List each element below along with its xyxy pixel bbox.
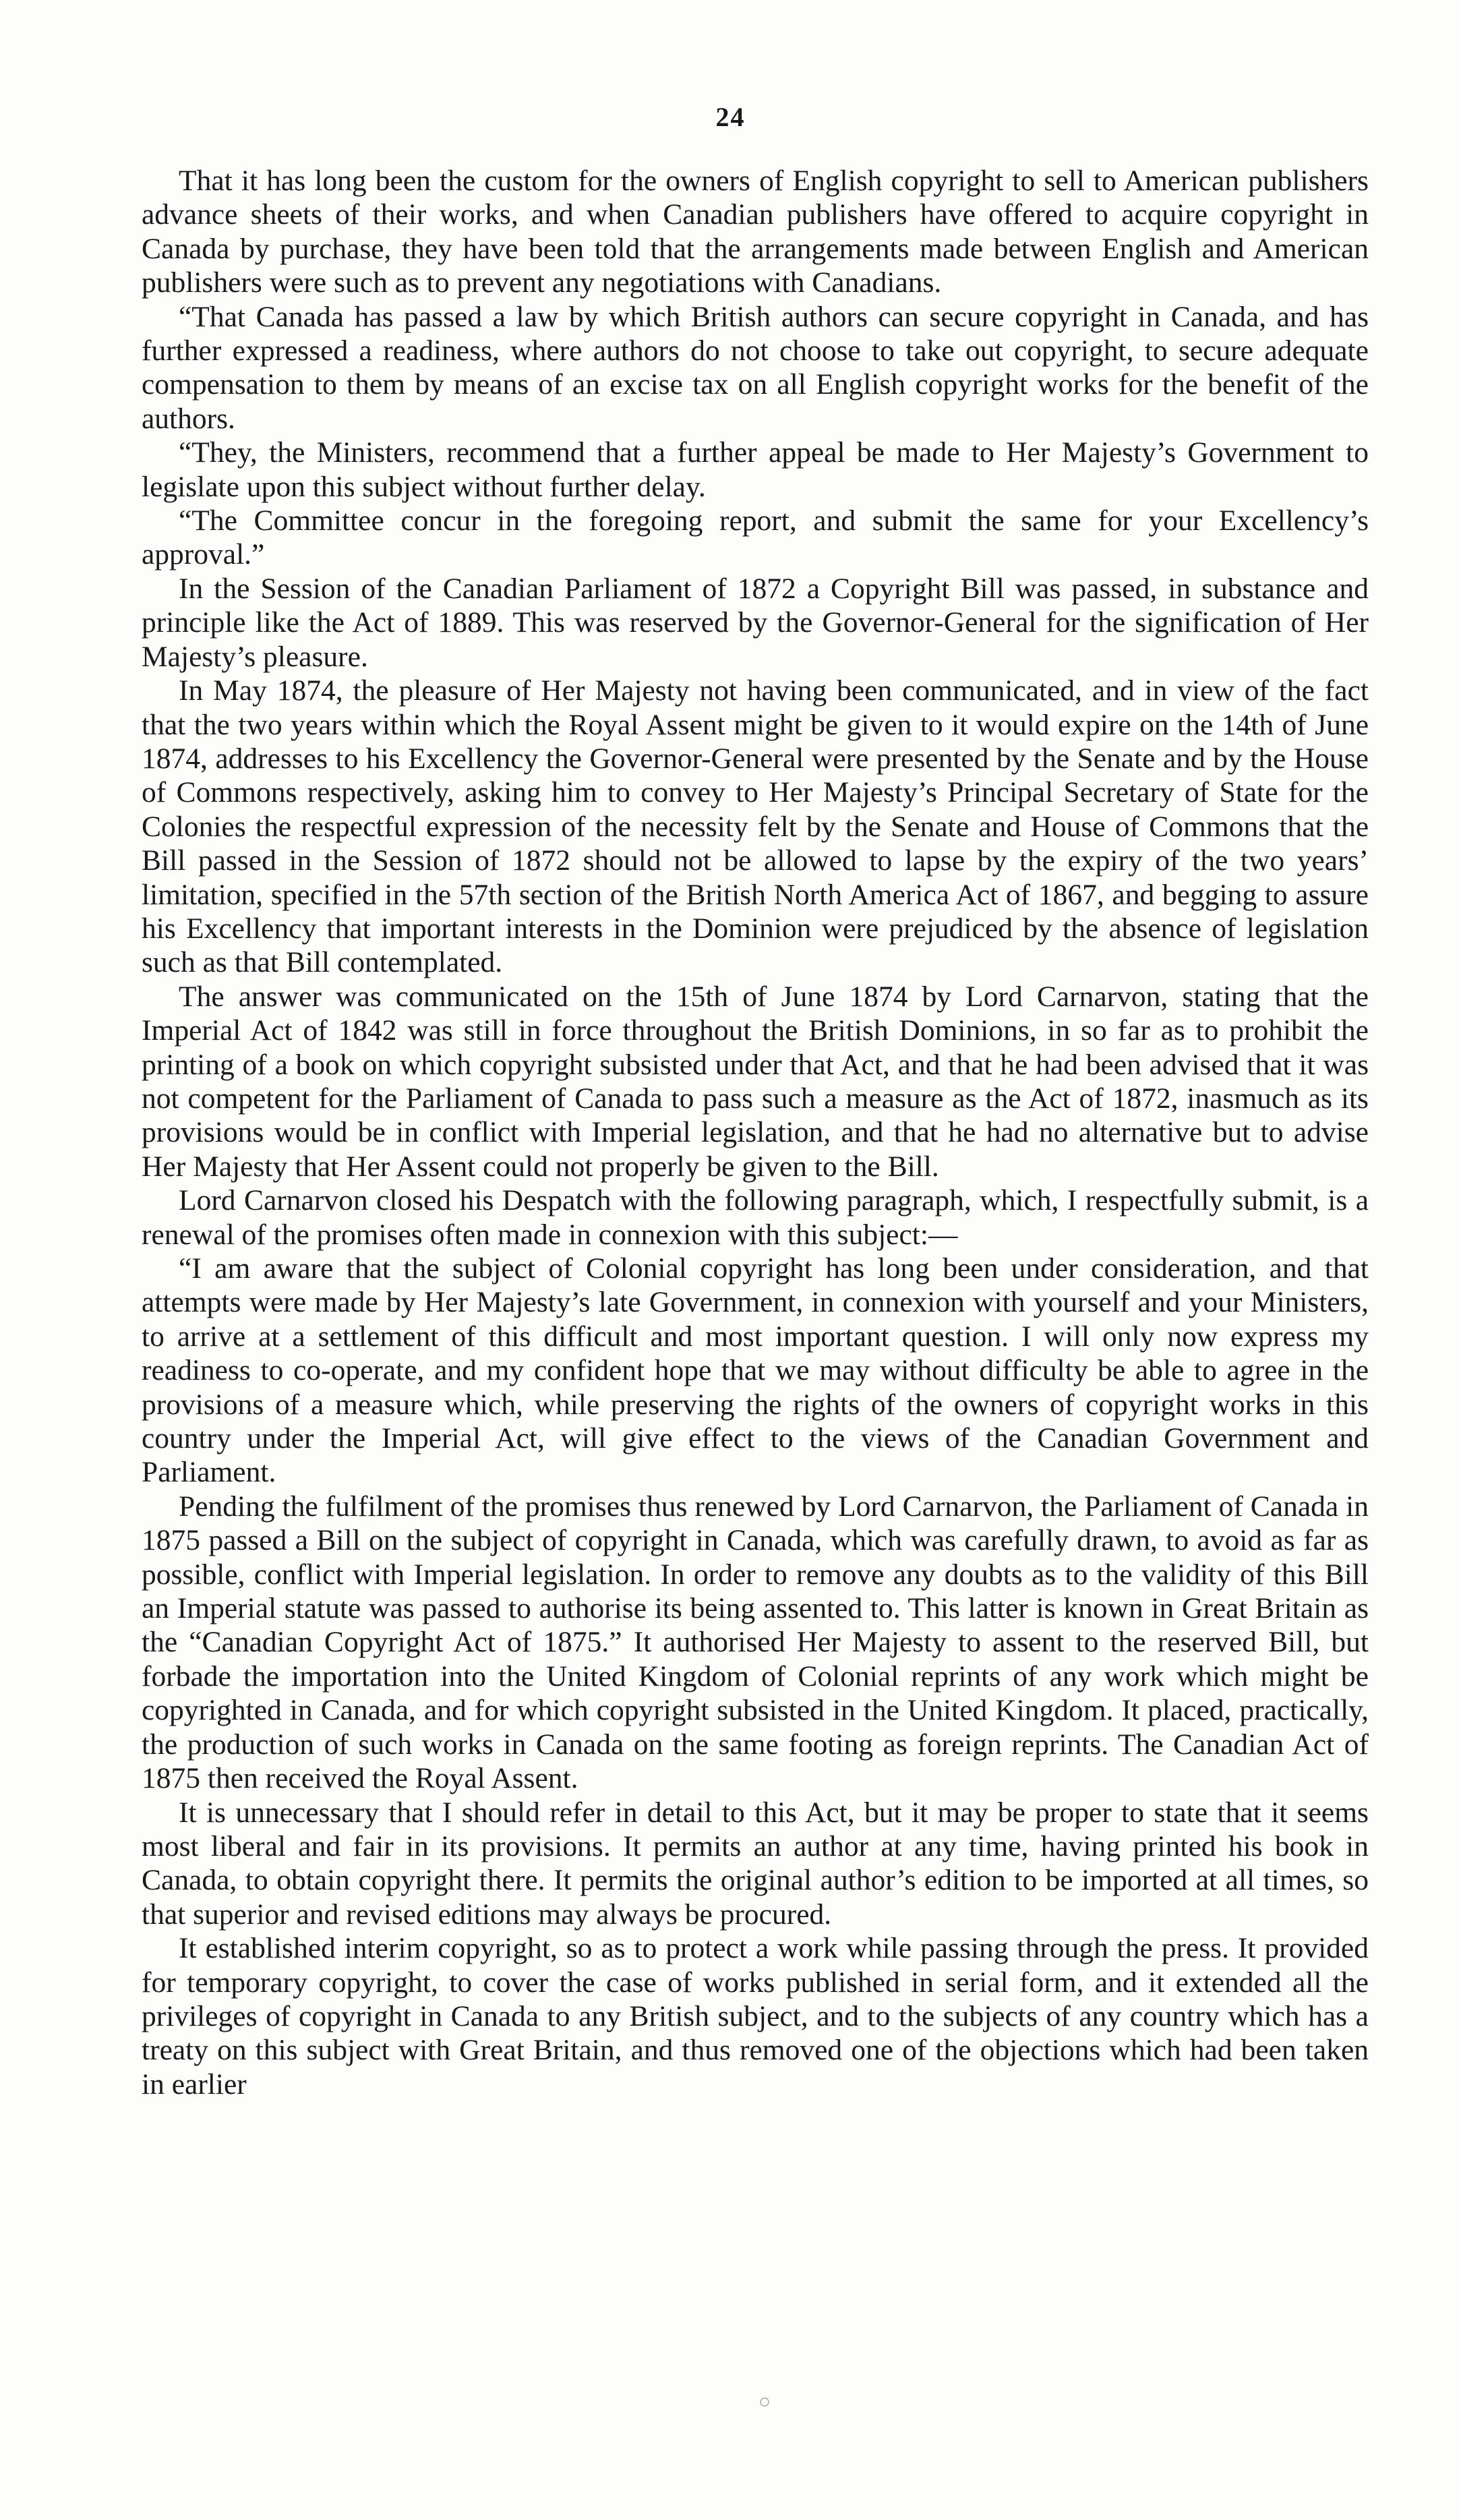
paragraph: It is unnecessary that I should refer in detail to this Act, but it may be proper to state that it seems most liberal and fair in its provisions. It permits an author at any time, having printed his book in Canada, to obtain copyright there. It permits the original author’s edition to be imported at all times, so that superior and revised editions may always be procured. xyxy=(142,1796,1369,1931)
paragraph: Pending the fulfilment of the promises thus renewed by Lord Carnarvon, the Parliament of Canada in 1875 passed a Bill on the subject of copyright in Canada, which was carefully drawn, to avoid as far as possible, conflict with Imperial legislation. In order to remove any doubts as to the validity of this Bill an Imperial statute was passed to authorise its being assented to. This latter is known in Great Britain as the “Canadian Copyright Act of 1875.” It authorised Her Majesty to assent to the reserved Bill, but forbade the importation into the United Kingdom of Colonial reprints of any work which might be copyrighted in Canada, and for which copyright subsisted in the United Kingdom. It placed, practically, the production of such works in Canada on the same footing as foreign reprints. The Canadian Act of 1875 then received the Royal Assent. xyxy=(142,1490,1369,1795)
paragraph: Lord Carnarvon closed his Despatch with the following paragraph, which, I respectfully submit, is a renewal of the promises often made in connexion with this subject:— xyxy=(142,1184,1369,1251)
paragraph: “That Canada has passed a law by which British authors can secure copyright in Canada, and has further expressed a readiness, where authors do not choose to take out copyright, to secure adequate compensation to them by means of an excise tax on all English copyright works for the benefit of the authors. xyxy=(142,300,1369,435)
paragraph: In the Session of the Canadian Parliament of 1872 a Copyright Bill was passed, in substance and principle like the Act of 1889. This was reserved by the Governor-General for the signification of Her Majesty’s pleasure. xyxy=(142,572,1369,673)
paragraph: “The Committee concur in the foregoing report, and submit the same for your Excellency’s approval.” xyxy=(142,504,1369,571)
page-number: 24 xyxy=(715,102,746,132)
paragraph: The answer was communicated on the 15th of June 1874 by Lord Carnarvon, stating that the Imperial Act of 1842 was still in force throughout the British Dominions, in so far as to prohibit the printing of a book on which copyright subsisted under that Act, and that he had been advised that it was not competent for the Parliament of Canada to pass such a measure as the Act of 1872, inasmuch as its provisions would be in conflict with Imperial legislation, and that he had no alternative but to advise Her Majesty that Her Assent could not properly be given to the Bill. xyxy=(142,980,1369,1183)
body-text xyxy=(142,164,1369,2101)
paragraph: That it has long been the custom for the owners of English copyright to sell to American publishers advance sheets of their works, and when Canadian publishers have offered to acquire copyright in Canada by purchase, they have been told that the arrangements made between English and American publishers were such as to prevent any negotiations with Canadians. xyxy=(142,165,1369,299)
paragraph: It established interim copyright, so as to protect a work while passing through the press. It provided for temporary copyright, to cover the case of works published in serial form, and it extended all the privileges of copyright in Canada to any British subject, and to the subjects of any country which has a treaty on this subject with Great Britain, and thus removed one of the objections which had been taken in earlier xyxy=(142,1932,1369,2101)
footer-mark: ○ xyxy=(758,2391,771,2413)
paragraph: “I am aware that the subject of Colonial copyright has long been under consideration, and that attempts were made by Her Majesty’s late Government, in connexion with yourself and your Ministers, to arrive at a settlement of this difficult and most important question. I will only now express my readiness to co-operate, and my confident hope that we may without difficulty be able to agree in the provisions of a measure which, while preserving the rights of the owners of copyright works in this country under the Imperial Act, will give effect to the views of the Canadian Government and Parliament. xyxy=(142,1252,1369,1489)
paragraph: “They, the Ministers, recommend that a further appeal be made to Her Majesty’s Government to legislate upon this subject without further delay. xyxy=(142,436,1369,503)
paragraph: In May 1874, the pleasure of Her Majesty not having been communicated, and in view of the fact that the two years within which the Royal Assent might be given to it would expire on the 14th of June 1874, addresses to his Excellency the Governor-General were presented by the Senate and by the House of Commons respectively, asking him to convey to Her Majesty’s Principal Secretary of State for the Colonies the respectful expression of the necessity felt by the Senate and House of Commons that the Bill passed in the Session of 1872 should not be allowed to lapse by the expiry of the two years’ limitation, specified in the 57th section of the British North America Act of 1867, and begging to assure his Excellency that important interests in the Dominion were prejudiced by the absence of legislation such as that Bill contemplated. xyxy=(142,674,1369,979)
